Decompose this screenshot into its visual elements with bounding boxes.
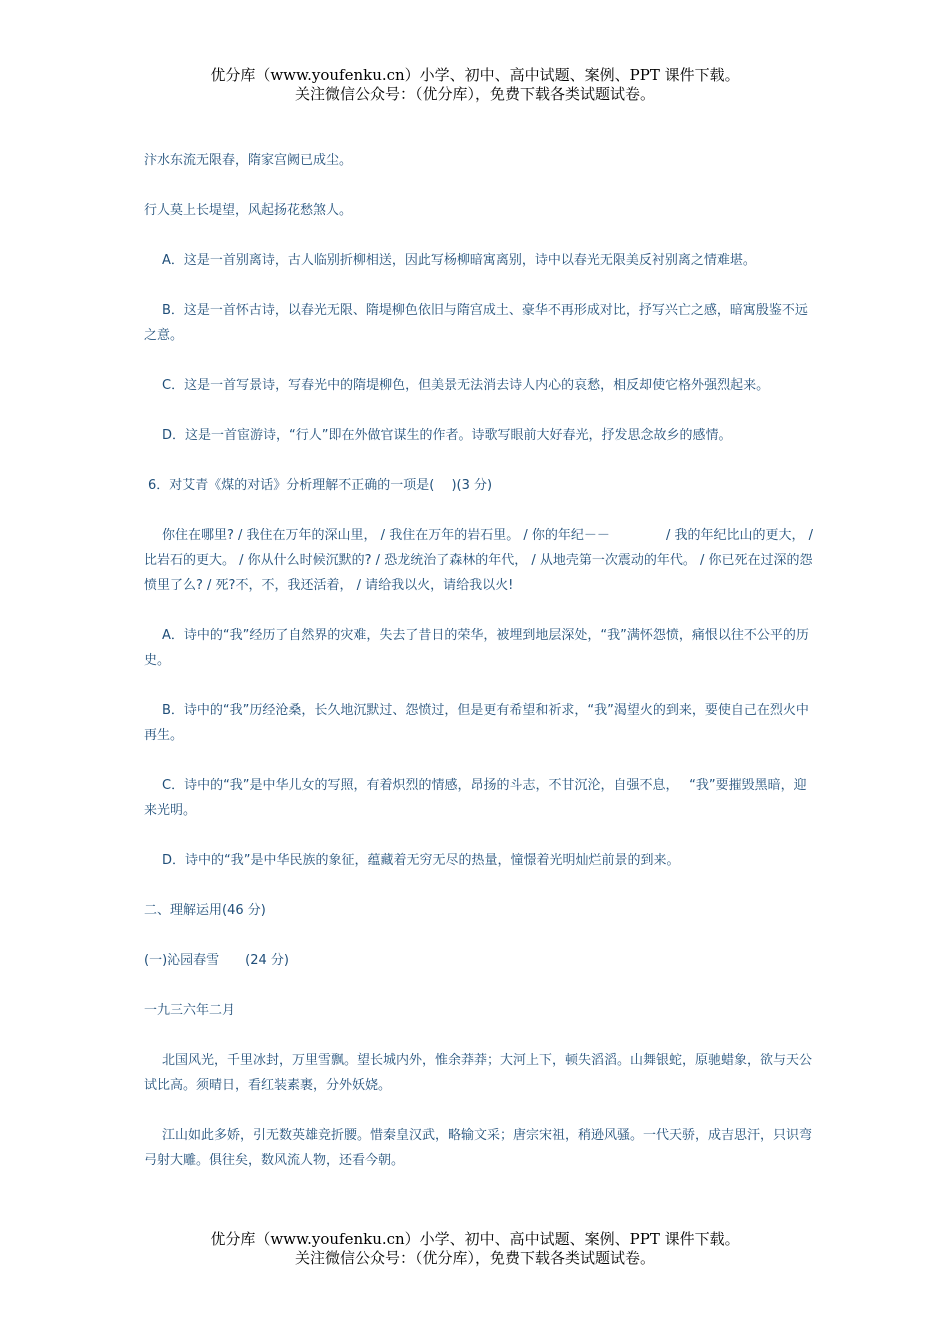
q6-option-c: C．诗中的“我”是中华儿女的写照，有着炽烈的情感，昂扬的斗志，不甘沉沦，自强不息， “我”要摧毁黑暗，迎来光明。	[144, 778, 807, 818]
footer-line-2: 关注微信公众号：（优分库），免费下载各类试题试卷。	[294, 1249, 655, 1267]
header-line-2: 关注微信公众号：（优分库），免费下载各类试题试卷。	[294, 85, 655, 103]
q6-option-b: B．诗中的“我”历经沧桑，长久地沉默过、怨愤过，但是更有希望和祈求，“我”渴望火的到来，要使自己在烈火中再生。	[144, 703, 809, 743]
poem-stanza-2: 江山如此多娇，引无数英雄竞折腰。惜秦皇汉武，略输文采；唐宗宋祖，稍逊风骚。一代天骄，成吉思汗，只识弯弓射大雕。俱往矣，数风流人物，还看今朝。	[144, 1128, 813, 1168]
q6-stem: 6．对艾青《煤的对话》分析理解不正确的一项是( )(3 分)	[148, 478, 493, 493]
q6-poem: 你住在哪里? / 我住在万年的深山里， / 我住在万年的岩石里。 / 你的年纪－－ / 我的年纪比山的更大， / 比岩石的更大。 / 你从什么时候沉默的? / 恐龙统治了森林的年代， / 从地壳第一次震动的年代。 / 你已死在过深的怨愤里了么? / 死?不，不，我还活着， / 请给我以火，请给我以火!	[144, 528, 818, 593]
poem-stanza-1: 北国风光，千里冰封，万里雪飘。望长城内外，惟余莽莽；大河上下，顿失滔滔。山舞银蛇，原驰蜡象，欲与天公试比高。须晴日，看红装素裹，分外妖娆。	[144, 1053, 813, 1093]
poem-date: 一九三六年二月	[144, 1003, 236, 1018]
page-header	[0, 66, 950, 104]
q5-option-c: C．这是一首写景诗，写春光中的隋堤柳色，但美景无法消去诗人内心的哀愁，相反却使它格外强烈起来。	[162, 378, 770, 393]
poem-line-1: 汴水东流无限春，隋家宫阙已成尘。	[144, 153, 353, 168]
part-1-title: (一)沁园春雪 (24 分)	[144, 953, 289, 968]
document-body	[144, 148, 816, 1198]
section-2-title: 二、理解运用(46 分)	[144, 903, 266, 918]
page-footer	[0, 1230, 950, 1268]
q5-option-d: D．这是一首宦游诗，“行人”即在外做官谋生的作者。诗歌写眼前大好春光，抒发思念故乡的感情。	[162, 428, 732, 443]
footer-line-1: 优分库（www.youfenku.cn）小学、初中、高中试题、案例、PPT 课件下载。	[210, 1230, 740, 1248]
poem-line-2: 行人莫上长堤望，风起扬花愁煞人。	[144, 203, 353, 218]
q5-option-b: B．这是一首怀古诗，以春光无限、隋堤柳色依旧与隋宫成土、豪华不再形成对比，抒写兴亡之感，暗寓殷鉴不远之意。	[144, 303, 808, 343]
q6-option-a: A．诗中的“我”经历了自然界的灾难，失去了昔日的荣华，被埋到地层深处，“我”满怀怨愤，痛恨以往不公平的历史。	[144, 628, 809, 668]
q5-option-a: A．这是一首别离诗，古人临别折柳相送，因此写杨柳暗寓离别，诗中以春光无限美反衬别离之情难堪。	[162, 253, 756, 268]
header-line-1: 优分库（www.youfenku.cn）小学、初中、高中试题、案例、PPT 课件下载。	[210, 66, 740, 84]
q6-option-d: D．诗中的“我”是中华民族的象征，蕴藏着无穷无尽的热量，憧憬着光明灿烂前景的到来。	[162, 853, 680, 868]
